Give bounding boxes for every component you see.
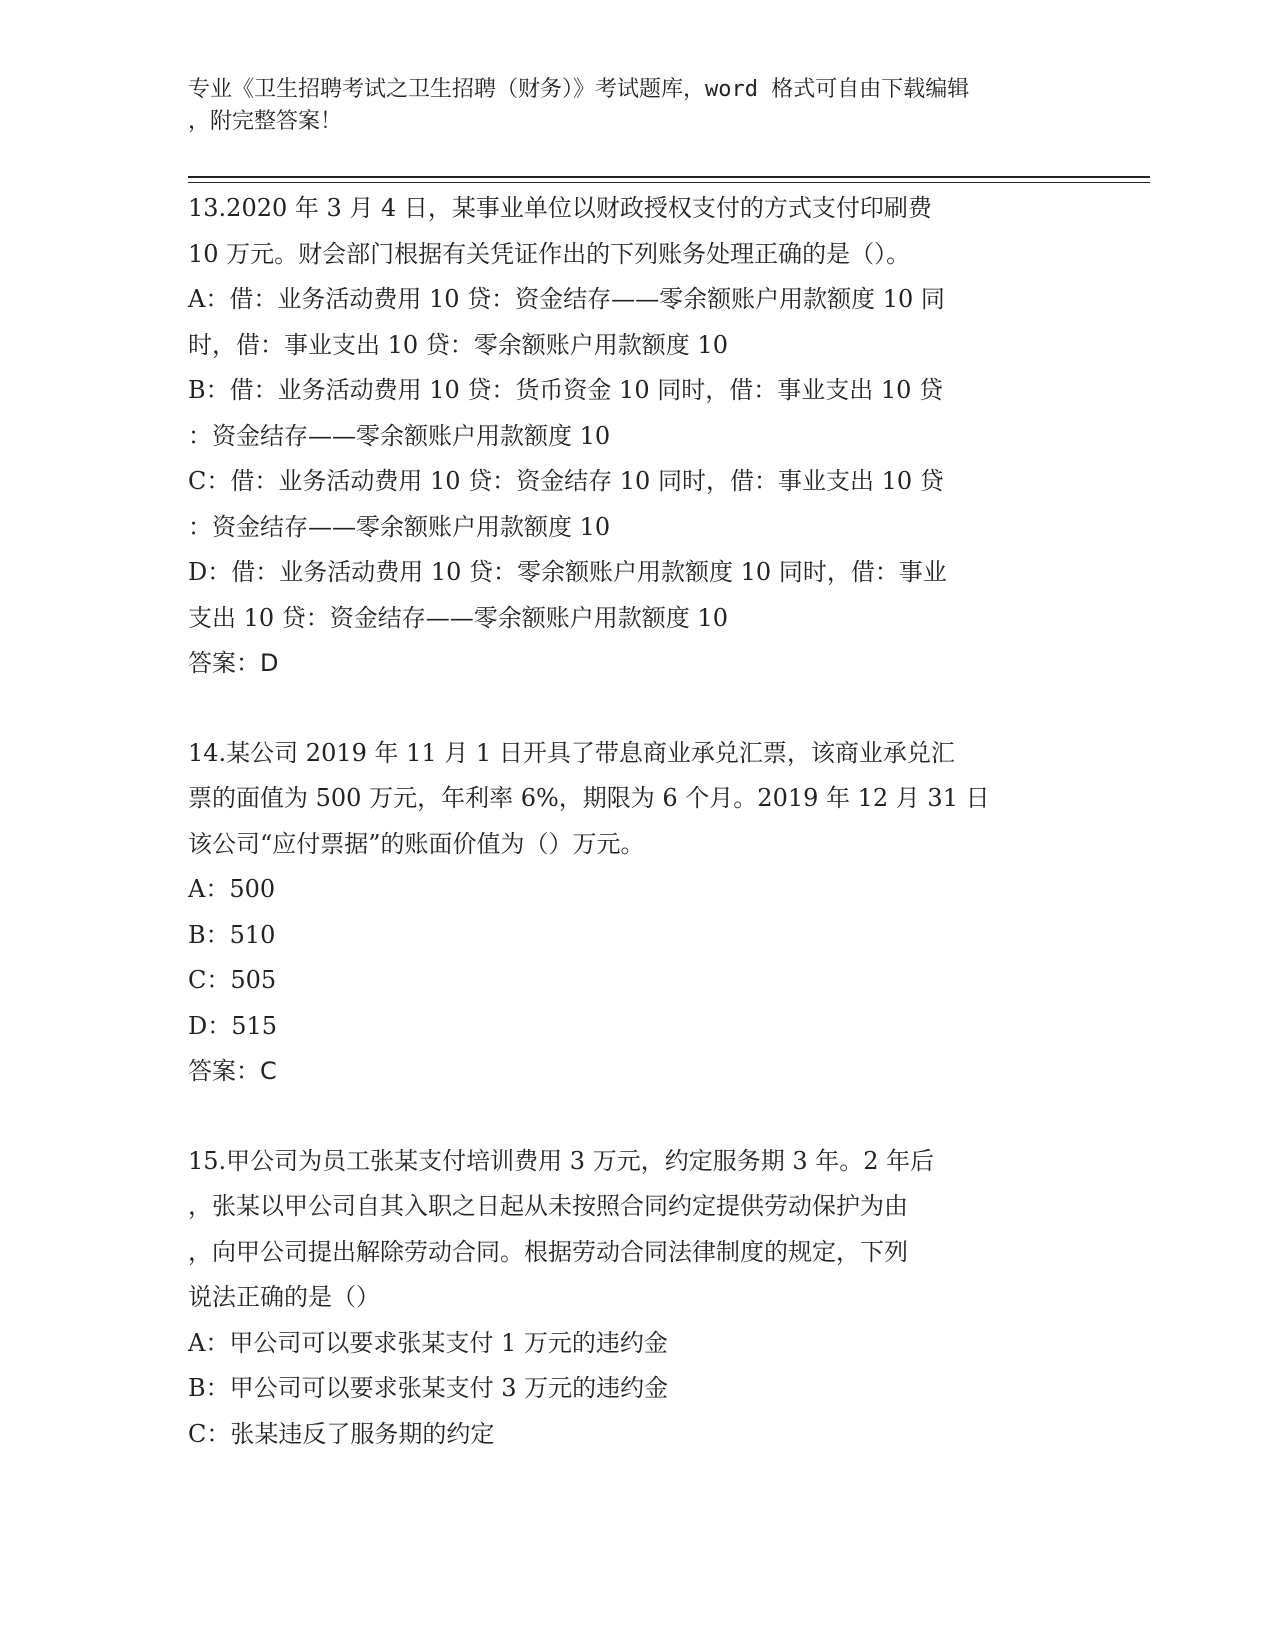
option-c: C：借：业务活动费用 10 贷：资金结存 10 同时，借：事业支出 10 贷: [188, 467, 944, 495]
header-line: ，附完整答案！: [188, 109, 343, 134]
document-header: [188, 74, 1068, 138]
option-c: C：505: [188, 966, 277, 994]
question-text-line: 10 万元。财会部门根据有关凭证作出的下列账务处理正确的是（）。: [188, 239, 911, 268]
option-b: B：借：业务活动费用 10 贷：货币资金 10 同时，借：事业支出 10 贷: [188, 376, 944, 404]
header-divider-thin: [188, 182, 1150, 183]
option-a: A：甲公司可以要求张某支付 1 万元的违约金: [188, 1328, 668, 1357]
question-text-line: ，向甲公司提出解除劳动合同。根据劳动合同法律制度的规定，下列: [188, 1237, 908, 1266]
option-b: B：510: [188, 920, 276, 949]
question-text-line: 票的面值为 500 万元，年利率 6%，期限为 6 个月。2019 年 12 月 31 日: [188, 784, 990, 812]
option-d: D：借：业务活动费用 10 贷：零余额账户用款额度 10 同时，借：事业: [188, 558, 947, 586]
option-b: B：甲公司可以要求张某支付 3 万元的违约金: [188, 1374, 669, 1402]
answer-label: 答案：C: [188, 1057, 277, 1085]
question-13: [188, 186, 1088, 687]
option-a: A：500: [188, 875, 276, 903]
question-text-line: 说法正确的是（）: [188, 1283, 380, 1311]
question-text-line: 14.某公司 2019 年 11 月 1 日开具了带息商业承兑汇票，该商业承兑汇: [188, 738, 955, 767]
header-line: 专业《卫生招聘考试之卫生招聘（财务）》考试题库，word 格式可自由下载编辑: [188, 77, 970, 102]
answer-label: 答案：D: [188, 649, 279, 677]
option-c-continued: ：资金结存——零余额账户用款额度 10: [188, 512, 611, 541]
question-text-line: ，张某以甲公司自其入职之日起从未按照合同约定提供劳动保护为由: [188, 1192, 908, 1220]
question-text-line: 15.甲公司为员工张某支付培训费用 3 万元，约定服务期 3 年。2 年后: [188, 1146, 935, 1175]
question-text-line: 13.2020 年 3 月 4 日，某事业单位以财政授权支付的方式支付印刷费: [188, 194, 932, 222]
question-text-line: 该公司“应付票据”的账面价值为（）万元。: [188, 829, 645, 858]
question-list: [188, 186, 1088, 1457]
option-c: C：张某违反了服务期的约定: [188, 1419, 495, 1448]
option-a-continued: 时，借：事业支出 10 贷：零余额账户用款额度 10: [188, 330, 728, 359]
header-divider: [188, 176, 1150, 178]
question-spacer: [188, 1095, 1088, 1139]
question-15: [188, 1139, 1088, 1458]
option-d: D：515: [188, 1011, 278, 1040]
question-spacer: [188, 687, 1088, 731]
option-a: A：借：业务活动费用 10 贷：资金结存——零余额账户用款额度 10 同: [188, 285, 945, 313]
question-14: [188, 731, 1088, 1095]
option-b-continued: ：资金结存——零余额账户用款额度 10: [188, 421, 611, 450]
option-d-continued: 支出 10 贷：资金结存——零余额账户用款额度 10: [188, 603, 728, 632]
